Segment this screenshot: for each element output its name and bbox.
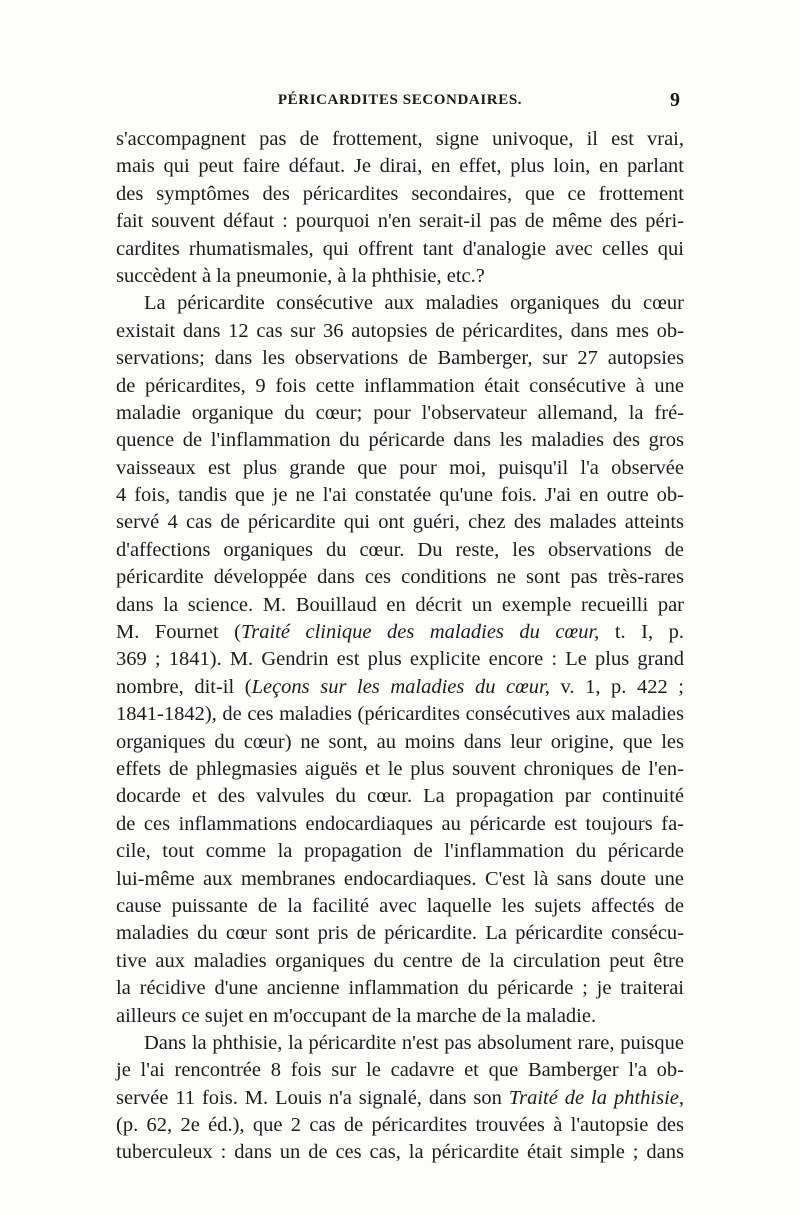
line-text: nombre, dit-il ( — [116, 675, 252, 698]
text-line — [116, 537, 684, 564]
line-text: 4 fois, tandis que je ne l'ai constatée qu'une fois. J'ai en outre ob- — [116, 484, 684, 507]
line-text: servé 4 cas de péricardite qui ont guéri, chez des malades atteints — [116, 511, 684, 534]
text-line — [116, 236, 684, 263]
line-text: La péricardite consécutive aux maladies organiques du cœur — [144, 292, 684, 315]
line-text: la récidive d'une ancienne inflammation du péricarde ; je traiterai — [116, 977, 684, 1000]
line-text: succèdent à la pneumonie, à la phthisie, etc.? — [116, 264, 485, 287]
line-text: cile, tout comme la propagation de l'inflammation du péricarde — [116, 840, 684, 863]
body-text — [116, 126, 684, 1167]
text-line — [116, 592, 684, 619]
line-text: servations; dans les observations de Bamberger, sur 27 autopsies — [116, 347, 684, 370]
line-text: des symptômes des péricardites secondaires, que ce frottement — [116, 182, 684, 205]
line-text: organiques du cœur) ne sont, au moins dans leur origine, que les — [116, 730, 684, 753]
text-line — [116, 1003, 684, 1030]
running-title: PÉRICARDITES SECONDAIRES. — [277, 92, 523, 108]
text-line — [116, 1112, 684, 1139]
line-italic-title: Traité clinique des maladies du cœur, — [240, 621, 600, 644]
line-text: de péricardites, 9 fois cette inflammation était consécutive à une — [116, 374, 684, 397]
line-text: dans la science. M. Bouillaud en décrit un exemple recueilli par — [116, 593, 684, 616]
line-text: lui-même aux membranes endocardiaques. C'est là sans doute une — [116, 867, 684, 890]
line-text: de ces inflammations endocardiaques au péricarde est toujours fa- — [116, 812, 684, 835]
page-header — [116, 89, 684, 116]
line-text-after: v. 1, p. 422 ; — [549, 675, 684, 698]
line-italic-title: Leçons sur les maladies du cœur, — [251, 675, 550, 698]
text-line — [116, 975, 684, 1002]
line-italic-title: Traité de la phthisie, — [508, 1086, 684, 1109]
text-line — [116, 181, 684, 208]
line-text: péricardite développée dans ces conditions ne sont pas très-rares — [116, 566, 684, 589]
line-text: servée 11 fois. M. Louis n'a signalé, dans son — [116, 1086, 509, 1109]
text-line — [116, 345, 684, 372]
text-line — [116, 482, 684, 509]
page-number: 9 — [670, 89, 680, 111]
line-text: cardites rhumatismales, qui offrent tant d'analogie avec celles qui — [116, 237, 684, 260]
text-line — [116, 373, 684, 400]
text-line — [116, 619, 684, 646]
line-text: docarde et des valvules du cœur. La propagation par continuité — [116, 785, 684, 808]
line-text: tuberculeux : dans un de ces cas, la péricardite était simple ; dans — [116, 1141, 684, 1164]
text-line — [116, 564, 684, 591]
text-line — [116, 783, 684, 810]
text-line — [116, 1030, 684, 1057]
text-line — [116, 866, 684, 893]
line-text: d'affections organiques du cœur. Du reste, les observations de — [116, 538, 684, 561]
line-text: mais qui peut faire défaut. Je dirai, en effet, plus loin, en parlant — [116, 155, 684, 178]
line-text: (p. 62, 2e éd.), que 2 cas de péricardites trouvées à l'autopsie des — [116, 1114, 684, 1137]
text-line — [116, 455, 684, 482]
line-text: maladie organique du cœur; pour l'observateur allemand, la fré- — [116, 401, 684, 424]
text-line — [116, 208, 684, 235]
line-text: 1841-1842), de ces maladies (péricardites consécutives aux maladies — [116, 703, 684, 726]
text-line — [116, 729, 684, 756]
line-text: je l'ai rencontrée 8 fois sur le cadavre et que Bamberger l'a ob- — [116, 1059, 684, 1082]
text-line — [116, 1139, 684, 1166]
text-line — [116, 126, 684, 153]
text-line — [116, 674, 684, 701]
text-line — [116, 701, 684, 728]
text-line — [116, 920, 684, 947]
text-line — [116, 646, 684, 673]
line-text: quence de l'inflammation du péricarde dans les maladies des gros — [116, 429, 684, 452]
text-line — [116, 1057, 684, 1084]
text-line — [116, 263, 684, 290]
line-text-after: t. I, p. — [599, 621, 684, 644]
text-line — [116, 509, 684, 536]
text-line — [116, 400, 684, 427]
line-text: s'accompagnent pas de frottement, signe univoque, il est vrai, — [116, 128, 684, 150]
line-text: fait souvent défaut : pourquoi n'en serait-il pas de même des péri- — [116, 210, 684, 233]
line-text: effets de phlegmasies aiguës et le plus souvent chroniques de l'en- — [116, 757, 684, 780]
text-line — [116, 838, 684, 865]
text-line — [116, 811, 684, 838]
line-text: tive aux maladies organiques du centre de la circulation peut être — [116, 949, 684, 972]
line-text: Dans la phthisie, la péricardite n'est pas absolument rare, puisque — [144, 1031, 684, 1054]
line-text: vaisseaux est plus grande que pour moi, puisqu'il l'a observée — [116, 456, 684, 479]
text-line — [116, 948, 684, 975]
line-text: maladies du cœur sont pris de péricardite. La péricardite consécu- — [116, 922, 684, 945]
text-line — [116, 1085, 684, 1112]
line-text: existait dans 12 cas sur 36 autopsies de péricardites, dans mes ob- — [116, 319, 684, 342]
text-line — [116, 290, 684, 317]
line-text: cause puissante de la facilité avec laquelle les sujets affectés de — [116, 894, 684, 917]
text-line — [116, 756, 684, 783]
text-line — [116, 893, 684, 920]
text-line — [116, 318, 684, 345]
text-line — [116, 427, 684, 454]
line-text: ailleurs ce sujet en m'occupant de la marche de la maladie. — [116, 1004, 597, 1027]
line-text: M. Fournet ( — [116, 621, 241, 644]
text-line — [116, 153, 684, 180]
line-text: 369 ; 1841). M. Gendrin est plus explicite encore : Le plus grand — [116, 648, 684, 671]
